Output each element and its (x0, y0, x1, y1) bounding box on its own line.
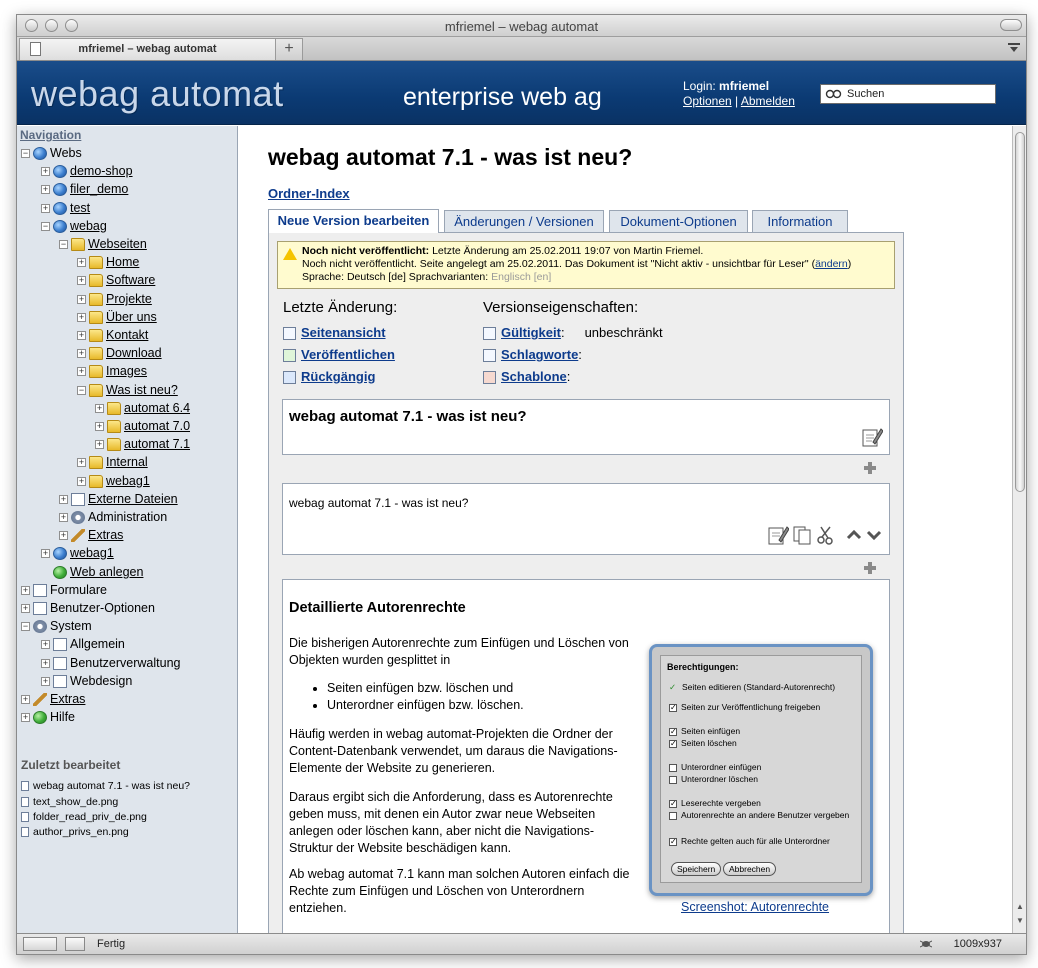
tree-item[interactable] (59, 490, 178, 508)
status-bar (17, 933, 1026, 955)
tree-item[interactable] (53, 563, 143, 581)
expand-icon[interactable]: + (22, 603, 29, 614)
folder-icon (89, 456, 103, 469)
tab-information[interactable]: Information (752, 210, 848, 232)
permission-label: Rechte gelten auch für alle Unterordner (681, 836, 830, 846)
tree-item[interactable] (41, 544, 114, 562)
expand-icon[interactable]: + (96, 439, 103, 450)
tree-item[interactable] (77, 271, 155, 289)
tree-item-label[interactable]: Download (106, 346, 162, 360)
search-icon (825, 89, 843, 99)
tree-item[interactable] (77, 344, 162, 362)
expand-icon[interactable]: + (22, 712, 29, 723)
schablone-colon: : (566, 369, 571, 384)
tree-item-label: Hilfe (50, 710, 76, 724)
browser-window (16, 14, 1027, 955)
permissions-dialog (660, 655, 862, 883)
abbrechen-button: Abbrechen (723, 862, 776, 876)
permission-row (669, 726, 740, 736)
window-size: 1009x937 (953, 938, 1002, 950)
permission-row (669, 810, 849, 820)
browser-tab[interactable] (19, 38, 276, 60)
expand-icon[interactable]: + (60, 512, 67, 523)
aendern-link[interactable]: ändern (815, 258, 848, 270)
tree-item-label: Benutzerverwaltung (70, 656, 181, 670)
expand-icon[interactable]: + (60, 494, 67, 505)
recent-item-label: text_show_de.png (33, 796, 119, 808)
seitenansicht-action[interactable] (283, 325, 386, 340)
expand-icon[interactable]: + (78, 330, 85, 341)
tab-neue-version[interactable]: Neue Version bearbeiten (268, 209, 439, 233)
veroeffentlichen-link[interactable]: Veröffentlichen (301, 347, 395, 362)
permission-label: Unterordner einfügen (681, 762, 762, 772)
tree-item-label[interactable]: webag1 (106, 474, 150, 488)
permission-label: Seiten löschen (681, 738, 737, 748)
permission-label: Leserechte vergeben (681, 798, 761, 808)
permission-checkbox: ✓ (670, 726, 677, 736)
tree-item-label[interactable]: demo-shop (70, 164, 133, 178)
seitenansicht-link[interactable]: Seitenansicht (301, 325, 386, 340)
content-paragraph: Häufig werden in webag automat-Projekten die Ordner der Content-Datenbank verwendet, um daraus die Navigations-Elemente der Website zu generieren. (289, 727, 618, 775)
recent-item[interactable] (21, 826, 129, 838)
permission-checkbox (669, 812, 677, 820)
header-banner (17, 61, 1026, 125)
tree-item-label: System (50, 619, 92, 633)
folder-icon (89, 293, 103, 306)
tree-item[interactable] (59, 235, 147, 253)
tree-item[interactable] (77, 453, 148, 471)
permission-row (669, 702, 820, 712)
new-tab-button[interactable]: + (275, 38, 303, 60)
block-heading: webag automat 7.1 - was ist neu? (289, 408, 527, 425)
tree-item[interactable] (77, 362, 147, 380)
scroll-up-icon[interactable]: ▲ (1016, 902, 1024, 911)
expand-icon[interactable]: + (42, 658, 49, 669)
rueckgaengig-action[interactable] (283, 369, 375, 384)
tree-item[interactable] (59, 526, 123, 544)
veroeffentlichen-action[interactable] (283, 347, 395, 362)
status-keyboard-button[interactable] (65, 937, 85, 951)
content-paragraph: Daraus ergibt sich die Anforderung, dass es Autorenrechte geben muss, mit denen ein Autor zwar neue Webseiten anlegen oder löschen kann, aber nicht die Navigations-Struktur der Website beschädigen kann. (289, 790, 613, 855)
warning-line2-end: ) (847, 258, 852, 270)
document-icon (53, 638, 67, 651)
globe-icon (53, 183, 67, 196)
recent-item-label: webag automat 7.1 - was ist neu? (33, 780, 191, 792)
tree-item[interactable] (77, 381, 178, 399)
language-variant: Englisch [en] (491, 271, 552, 283)
tree-item[interactable] (41, 217, 107, 235)
expand-icon[interactable]: + (78, 257, 85, 268)
recent-item-label: folder_read_priv_de.png (33, 811, 147, 823)
page-view-icon (283, 327, 296, 340)
schlagworte-link[interactable]: Schlagworte (501, 347, 579, 362)
vertical-scrollbar[interactable] (1012, 126, 1026, 933)
permission-row (669, 774, 758, 784)
expand-icon[interactable]: + (78, 457, 85, 468)
tree-item-label[interactable]: webag (70, 219, 107, 233)
tree-item-label: Allgemein (70, 637, 125, 651)
document-icon (53, 675, 67, 688)
edit-panel (268, 232, 904, 933)
page-title: webag automat 7.1 - was ist neu? (268, 144, 633, 170)
tree-item-label[interactable]: Was ist neu? (106, 383, 178, 397)
warning-line1: Letzte Änderung am 25.02.2011 19:07 von Martin Friemel. (432, 245, 704, 257)
document-icon (21, 827, 29, 837)
cut-icon[interactable] (815, 524, 837, 546)
permission-label: Seiten einfügen (681, 726, 741, 736)
globe-green-icon (53, 566, 67, 579)
warning-icon (283, 248, 297, 260)
globe-icon (53, 220, 67, 233)
tree-item[interactable] (77, 253, 139, 271)
globe-icon (53, 547, 67, 560)
warning-bold: Noch nicht veröffentlicht: (302, 245, 430, 257)
keywords-icon (483, 349, 496, 362)
expand-icon[interactable]: + (22, 585, 29, 596)
folder-icon (107, 420, 121, 433)
expand-icon[interactable]: + (22, 694, 29, 705)
heading-block (282, 399, 890, 455)
folder-icon (107, 438, 121, 451)
expand-icon[interactable]: + (42, 184, 49, 195)
gueltigkeit-action[interactable] (483, 325, 663, 340)
tree-item-label[interactable]: Extras (88, 528, 124, 542)
scroll-thumb[interactable] (1015, 132, 1025, 492)
tree-item-label: Formulare (50, 583, 107, 597)
versionseigenschaften-heading: Versionseigenschaften: (483, 299, 639, 316)
text-block (282, 483, 890, 555)
tree-item[interactable] (41, 162, 133, 180)
status-warning (277, 241, 895, 289)
tree-item-label[interactable]: Extras (50, 692, 86, 706)
tree-item-label[interactable]: filer_demo (70, 182, 129, 196)
tree-item-label[interactable]: Kontakt (106, 328, 149, 342)
window-title: mfriemel – webag automat (444, 19, 599, 34)
permission-label: Autorenrechte an andere Benutzer vergeben (681, 810, 850, 820)
tree-item[interactable] (95, 399, 190, 417)
main-content (239, 126, 1012, 933)
schablone-link[interactable]: Schablone (501, 369, 567, 384)
bug-icon (920, 939, 932, 948)
move-up-icon[interactable] (843, 524, 865, 546)
folder-icon (89, 347, 103, 360)
permission-checkbox: ✓ (670, 702, 677, 712)
gueltigkeit-value: unbeschränkt (584, 325, 663, 340)
folder-icon (89, 274, 103, 287)
recent-item[interactable] (21, 811, 147, 823)
tree-item[interactable] (41, 635, 125, 653)
permission-row (669, 762, 761, 772)
warning-line3: Sprache: Deutsch [de] Sprachvarianten: (302, 271, 489, 283)
tree-item[interactable] (21, 581, 107, 599)
folder-icon (107, 402, 121, 415)
login-label: Login: (683, 79, 716, 93)
expand-icon[interactable]: + (78, 366, 85, 377)
content-paragraph: Die bisherigen Autorenrechte zum Einfügen und Löschen von Objekten wurden gesplittet in (289, 636, 629, 667)
tree-item[interactable] (77, 326, 148, 344)
template-icon (483, 371, 496, 384)
folder-icon (89, 256, 103, 269)
status-tool-button[interactable] (23, 937, 57, 951)
expand-icon[interactable]: + (78, 476, 85, 487)
navigation-title[interactable]: Navigation (20, 128, 82, 142)
collapse-icon[interactable]: − (78, 385, 85, 396)
tree-item[interactable] (77, 308, 157, 326)
tree-item-label: Webdesign (70, 674, 133, 688)
recent-item-label: author_privs_en.png (33, 826, 129, 838)
tree-item[interactable] (41, 672, 132, 690)
permission-label: Seiten editieren (Standard-Autorenrecht) (682, 682, 836, 692)
content-list-item: • Unterordner einfügen bzw. löschen. (327, 697, 524, 714)
recent-title: Zuletzt bearbeitet (21, 758, 121, 772)
optionen-link[interactable]: Optionen (683, 94, 732, 108)
tree-item[interactable] (21, 690, 85, 708)
move-down-icon[interactable] (863, 524, 885, 546)
tree-item[interactable] (95, 435, 190, 453)
document-icon (21, 797, 29, 807)
tree-item-label[interactable]: Über uns (106, 310, 157, 324)
tree-item-label[interactable]: Externe Dateien (88, 492, 178, 506)
screenshot-caption-link[interactable]: Screenshot: Autorenrechte (681, 900, 830, 914)
document-icon (33, 584, 47, 597)
folder-icon (89, 384, 103, 397)
block-text: webag automat 7.1 - was ist neu? (289, 496, 469, 510)
browser-tab-label: mfriemel – webag automat (78, 43, 217, 55)
scroll-down-icon[interactable]: ▼ (1016, 916, 1024, 925)
wand-icon (33, 693, 47, 706)
tree-item-label[interactable]: webag1 (70, 546, 114, 560)
content-paragraph: Ab webag automat 7.1 kann man solchen Autoren einfach die Rechte zum Einfügen und Löschen von Unterordnern entziehen. (289, 867, 630, 915)
permission-checkbox: ✓ (670, 836, 677, 846)
globe-icon (53, 202, 67, 215)
permission-checkbox: ✓ (670, 798, 677, 808)
tree-item-label[interactable]: Webseiten (88, 237, 147, 251)
tree-item[interactable] (77, 472, 150, 490)
edit-icon[interactable] (767, 524, 789, 546)
tree-item[interactable] (21, 617, 92, 635)
tree-item[interactable] (41, 199, 90, 217)
expand-icon[interactable]: + (78, 294, 85, 305)
undo-icon (283, 371, 296, 384)
content-list-item: • Seiten einfügen bzw. löschen und (327, 680, 524, 697)
schlagworte-colon: : (578, 347, 582, 362)
permission-row (669, 798, 761, 808)
tree-item-label[interactable]: automat 7.1 (124, 437, 191, 451)
rueckgaengig-link[interactable]: Rückgängig (301, 369, 376, 384)
permission-row (669, 836, 830, 846)
title-bar (17, 15, 1026, 37)
folder-icon (71, 238, 85, 251)
permission-label: Unterordner löschen (681, 774, 759, 784)
gear-icon (71, 511, 85, 524)
tree-item[interactable] (21, 708, 75, 726)
permission-checkbox (669, 764, 677, 772)
collapse-icon[interactable]: − (22, 621, 29, 632)
document-icon (33, 602, 47, 615)
collapse-icon[interactable]: − (60, 239, 67, 250)
sidebar (17, 126, 238, 933)
tree-item[interactable] (77, 290, 152, 308)
tree-item-label[interactable]: Home (106, 255, 140, 269)
tree-item[interactable] (41, 180, 128, 198)
folder-icon (89, 475, 103, 488)
tree-item[interactable] (95, 417, 190, 435)
toolbar-toggle-button[interactable] (1000, 19, 1022, 31)
expand-icon[interactable]: + (42, 676, 49, 687)
tree-item[interactable] (21, 599, 155, 617)
expand-icon[interactable]: + (78, 312, 85, 323)
globe-icon (33, 147, 47, 160)
abmelden-link[interactable]: Abmelden (740, 94, 795, 108)
expand-icon[interactable]: + (42, 639, 49, 650)
gear-icon (33, 620, 47, 633)
document-icon (21, 781, 29, 791)
expand-icon[interactable]: + (78, 348, 85, 359)
tab-bar (17, 37, 1026, 61)
tab-aenderungen[interactable]: Änderungen / Versionen (444, 210, 604, 232)
validity-icon (483, 327, 496, 340)
tree-item-label[interactable]: Web anlegen (70, 565, 144, 579)
tab-dokument-optionen[interactable]: Dokument-Optionen (609, 210, 748, 232)
login-user: mfriemel (719, 79, 770, 93)
tree-item-label[interactable]: Projekte (106, 292, 152, 306)
globe-green-icon (33, 711, 47, 724)
content-block (282, 579, 890, 933)
tree-item-label[interactable]: Software (106, 273, 156, 287)
permission-row (669, 682, 835, 693)
expand-icon[interactable]: + (42, 203, 49, 214)
folder-icon (89, 311, 103, 324)
collapse-icon[interactable]: − (42, 221, 49, 232)
publish-icon (283, 349, 296, 362)
warning-line2: Noch nicht veröffentlicht. Seite angelegt am 25.02.2011. Das Dokument ist "Nicht aktiv - unsichtbar für Leser" ( (302, 258, 816, 270)
content-list (327, 680, 524, 714)
tree-item-label: Webs (50, 146, 82, 160)
login-separator: | (735, 94, 739, 108)
ordner-index-link[interactable]: Ordner-Index (268, 186, 350, 201)
tree-item-label: Benutzer-Optionen (50, 601, 155, 615)
document-icon (53, 657, 67, 670)
wand-icon (71, 529, 85, 542)
document-icon (71, 493, 85, 506)
tree-item[interactable] (41, 654, 180, 672)
tree-item-label: Administration (88, 510, 168, 524)
folder-icon (89, 365, 103, 378)
app-logo: webag automat (31, 73, 284, 114)
tab-menu-icon[interactable] (1008, 43, 1020, 53)
expand-icon[interactable]: + (78, 275, 85, 286)
permissions-title: Berechtigungen: (667, 662, 739, 672)
search-value: Suchen (847, 88, 885, 100)
tree-item-label[interactable]: Images (106, 364, 147, 378)
schablone-action[interactable] (483, 369, 570, 384)
schlagworte-action[interactable] (483, 347, 582, 362)
status-text: Fertig (97, 938, 126, 950)
tree-item-label[interactable]: automat 6.4 (124, 401, 191, 415)
expand-icon[interactable]: + (96, 403, 103, 414)
content-heading: Detaillierte Autorenrechte (289, 600, 466, 616)
expand-icon[interactable]: + (60, 530, 67, 541)
gueltigkeit-link[interactable]: Gültigkeit (501, 325, 561, 340)
search-input[interactable] (820, 84, 996, 104)
expand-icon[interactable]: + (42, 166, 49, 177)
collapse-icon[interactable]: − (22, 148, 29, 159)
tree-item-label[interactable]: automat 7.0 (124, 419, 191, 433)
company-name: enterprise web ag (403, 83, 602, 111)
permission-checkbox (669, 776, 677, 784)
copy-icon[interactable] (791, 524, 813, 546)
tree-item[interactable] (59, 508, 167, 526)
expand-icon[interactable]: + (42, 548, 49, 559)
gueltigkeit-colon: : (560, 325, 565, 340)
check-icon: ✓ (669, 682, 677, 692)
login-box (683, 79, 795, 109)
screenshot-image (649, 644, 873, 896)
tree-item[interactable] (21, 144, 82, 162)
permission-label: Seiten zur Veröffentlichung freigeben (681, 702, 821, 712)
add-block-icon[interactable] (863, 561, 877, 575)
globe-icon (53, 165, 67, 178)
recent-item[interactable] (21, 780, 190, 792)
edit-icon[interactable] (861, 426, 883, 448)
add-block-icon[interactable] (863, 461, 877, 475)
letzte-aenderung-heading: Letzte Änderung: (283, 299, 398, 316)
document-icon (21, 812, 29, 822)
recent-item[interactable] (21, 796, 118, 808)
expand-icon[interactable]: + (96, 421, 103, 432)
tree-item-label[interactable]: Internal (106, 455, 148, 469)
tree-item-label[interactable]: test (70, 201, 91, 215)
permission-checkbox: ✓ (670, 738, 677, 748)
folder-icon (89, 329, 103, 342)
permission-row (669, 738, 737, 748)
speichern-button: Speichern (671, 862, 721, 876)
